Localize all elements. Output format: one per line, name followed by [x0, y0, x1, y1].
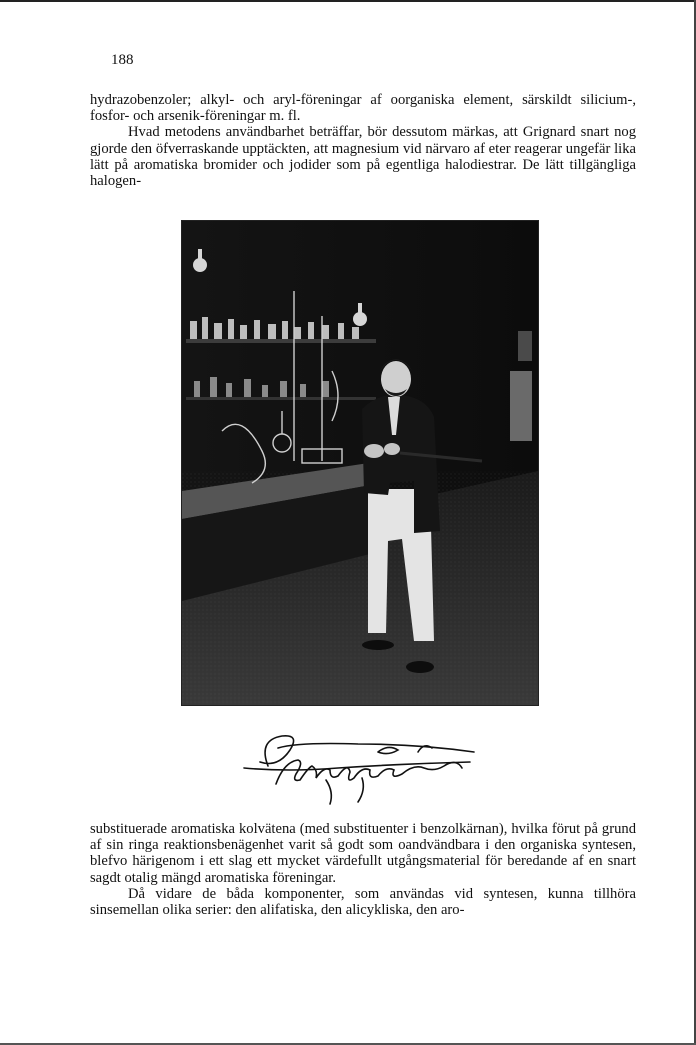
top-text-block	[90, 92, 636, 189]
portrait-photograph	[181, 220, 539, 706]
handwritten-signature	[238, 722, 478, 806]
photo-illustration	[182, 221, 538, 705]
signature-icon	[238, 722, 478, 806]
paragraph-top-2: Hvad metodens användbarhet beträffar, bör dessutom märkas, att Grignard snart nog gjorde den öfverraskande upptäckten, att magnesium vid närvaro af eter reagerar ungefär lika lätt på aromatiska bromider och jodider som på egentliga halodiestrar. De lätt tillgängliga halogen-	[90, 124, 636, 190]
bottom-text-block	[90, 821, 636, 918]
paragraph-bottom-1: substituerade aromatiska kolvätena (med substituenter i benzolkärnan), hvilka förut på grund af sin ringa reaktionsbenägenhet varit så godt som oandvändbara i den organiska syntesen, blefvo härigenom i ett slag ett mycket värdefullt utgångsmaterial för beredande af en snart sagdt otalig mängd aromatiska föreningar.	[90, 821, 636, 886]
page-number: 188	[111, 52, 134, 68]
paragraph-bottom-2: Då vidare de båda komponenter, som användas vid syntesen, kunna tillhöra sinsemellan olika serier: den alifatiska, den alicykliska, den aro-	[90, 885, 636, 919]
page-edge-top	[0, 0, 696, 2]
paragraph-top-1: hydrazobenzoler; alkyl- och aryl-föreningar af oorganiska element, särskildt silicium-, fosfor- och arsenik-föreningar m. fl.	[90, 92, 636, 125]
